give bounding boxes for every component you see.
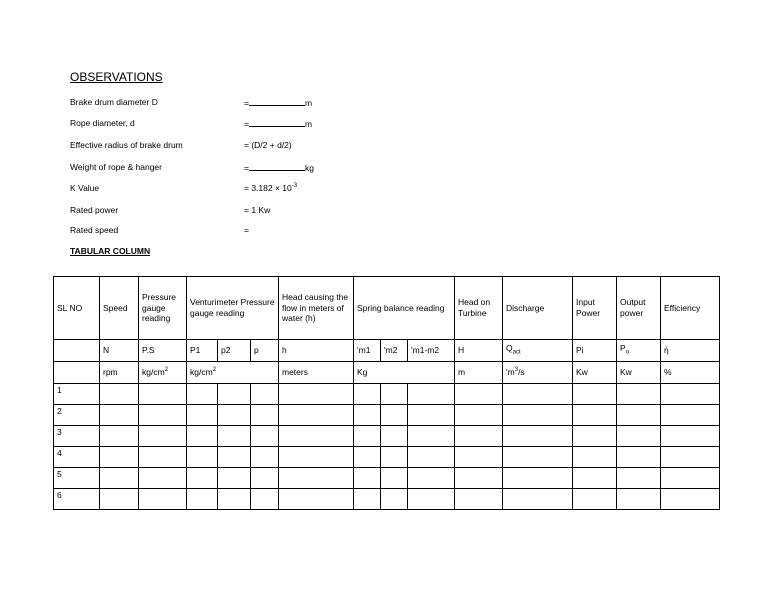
table-cell <box>503 405 573 426</box>
unit-venturi-sup: 2 <box>212 367 217 374</box>
observation-blank-line <box>249 118 305 127</box>
table-cell <box>661 405 720 426</box>
table-row <box>54 426 720 447</box>
unit-discharge-sup: 3 <box>514 367 519 374</box>
observation-label: Rated power <box>70 205 119 215</box>
row-number: 3 <box>54 426 100 447</box>
observation-prefix: = <box>244 163 249 173</box>
table-cell <box>218 384 251 405</box>
unit-discharge <box>503 362 573 384</box>
table-cell <box>218 468 251 489</box>
table-cell <box>573 384 617 405</box>
table-cell <box>354 384 381 405</box>
row-number: 1 <box>54 384 100 405</box>
unit-speed: rpm <box>100 362 139 384</box>
row-number: 5 <box>54 468 100 489</box>
table-cell <box>661 468 720 489</box>
table-cell <box>251 447 279 468</box>
table-cell <box>354 426 381 447</box>
table-cell <box>218 405 251 426</box>
header-head-causing-flow: Head causing the flow in meters of water (h) <box>279 277 354 340</box>
table-cell <box>381 405 408 426</box>
table-cell <box>573 489 617 510</box>
symbol-input-power: Pi <box>573 340 617 362</box>
table-cell <box>251 489 279 510</box>
header-sl-no: SL NO <box>54 277 100 340</box>
table-cell <box>279 447 354 468</box>
table-cell <box>573 468 617 489</box>
table-cell <box>279 468 354 489</box>
table-cell <box>139 468 187 489</box>
unit-input: Kw <box>573 362 617 384</box>
observation-unit: m <box>304 119 313 129</box>
table-row <box>54 405 720 426</box>
observation-row <box>70 162 370 174</box>
observation-row <box>70 205 370 217</box>
tabular-column-title: TABULAR COLUMN <box>70 246 151 256</box>
symbol-m2: 'm2 <box>381 340 408 362</box>
table-row <box>54 384 720 405</box>
header-venturimeter: Venturimeter Pressure gauge reading <box>187 277 279 340</box>
table-cell <box>251 468 279 489</box>
header-efficiency: Efficiency <box>661 277 720 340</box>
table-cell <box>503 426 573 447</box>
unit-pressure-base: kg/cm <box>142 367 165 378</box>
table-cell <box>279 384 354 405</box>
table-cell <box>354 468 381 489</box>
table-cell <box>354 489 381 510</box>
table-cell <box>455 405 503 426</box>
observation-blank-line <box>249 97 305 106</box>
table-cell <box>381 426 408 447</box>
observation-label: Rated speed <box>70 225 119 235</box>
table-cell <box>455 447 503 468</box>
symbol-pressure: P.S <box>139 340 187 362</box>
observation-label: Brake drum diameter D <box>70 97 158 107</box>
observation-label: Weight of rope & hanger <box>70 162 162 172</box>
table-cell <box>100 489 139 510</box>
table-cell <box>381 468 408 489</box>
table-row <box>54 489 720 510</box>
table-cell <box>408 384 455 405</box>
symbol-cell <box>54 340 100 362</box>
observation-value <box>244 162 314 173</box>
table-cell <box>455 468 503 489</box>
unit-discharge-rest: /s <box>518 367 525 378</box>
table-row <box>54 447 720 468</box>
table-cell <box>279 489 354 510</box>
symbol-speed: N <box>100 340 139 362</box>
table-cell <box>381 489 408 510</box>
symbol-discharge <box>503 340 573 362</box>
observation-prefix: = 3.182 × 10 <box>244 183 292 193</box>
header-spring-balance: Spring balance reading <box>354 277 455 340</box>
table-cell <box>354 447 381 468</box>
symbol-efficiency: ή <box>661 340 720 362</box>
table-cell <box>661 447 720 468</box>
unit-efficiency: % <box>661 362 720 384</box>
symbol-p: p <box>251 340 279 362</box>
observation-value <box>244 205 270 215</box>
table-cell <box>617 384 661 405</box>
table-data-rows <box>54 384 720 510</box>
table-cell <box>279 426 354 447</box>
unit-venturi <box>187 362 279 384</box>
table-cell <box>187 468 218 489</box>
observation-prefix: = <box>244 119 249 129</box>
table-cell <box>455 489 503 510</box>
observation-unit: m <box>304 98 313 108</box>
table-cell <box>279 405 354 426</box>
observation-label: Effective radius of brake drum <box>70 140 183 150</box>
header-speed: Speed <box>100 277 139 340</box>
table-cell <box>218 447 251 468</box>
symbol-m1: 'm1 <box>354 340 381 362</box>
observation-value <box>244 183 297 193</box>
table-cell <box>100 426 139 447</box>
table-cell <box>573 426 617 447</box>
row-number: 4 <box>54 447 100 468</box>
table-cell <box>139 405 187 426</box>
observation-row <box>70 225 370 237</box>
observation-prefix: = (D/2 + d/2) <box>244 140 292 150</box>
unit-head: meters <box>279 362 354 384</box>
header-head-on-turbine: Head on Turbine <box>455 277 503 340</box>
table-header-row <box>54 277 720 340</box>
symbol-output-power <box>617 340 661 362</box>
table-cell <box>218 426 251 447</box>
table-cell <box>408 489 455 510</box>
observation-value <box>244 118 312 129</box>
table-cell <box>100 384 139 405</box>
table-unit-row <box>54 362 720 384</box>
table-cell <box>218 489 251 510</box>
observation-value <box>244 225 249 235</box>
table-cell <box>139 489 187 510</box>
table-cell <box>617 426 661 447</box>
observation-prefix: = <box>244 98 249 108</box>
table-cell <box>354 405 381 426</box>
table-cell <box>187 405 218 426</box>
symbol-p2: p2 <box>218 340 251 362</box>
symbol-po-subscript: o <box>625 350 630 357</box>
table-cell <box>187 426 218 447</box>
symbol-po: P <box>620 343 626 354</box>
table-cell <box>408 405 455 426</box>
table-cell <box>100 447 139 468</box>
observation-row <box>70 140 370 152</box>
header-input-power: Input Power <box>573 277 617 340</box>
table-cell <box>187 384 218 405</box>
observation-label: K Value <box>70 183 100 193</box>
unit-venturi-base: kg/cm <box>190 367 213 378</box>
unit-pressure-sup: 2 <box>164 367 169 374</box>
table-cell <box>661 489 720 510</box>
table-cell <box>617 468 661 489</box>
table-cell <box>408 447 455 468</box>
header-pressure-gauge: Pressure gauge reading <box>139 277 187 340</box>
observation-row <box>70 97 370 109</box>
row-number: 6 <box>54 489 100 510</box>
table-cell <box>617 405 661 426</box>
observation-blank-line <box>249 162 305 171</box>
unit-output: Kw <box>617 362 661 384</box>
unit-pressure <box>139 362 187 384</box>
symbol-m1-m2: 'm1-m2 <box>408 340 455 362</box>
observation-unit: kg <box>304 163 314 173</box>
table-cell <box>187 489 218 510</box>
symbol-p1: P1 <box>187 340 218 362</box>
table-cell <box>251 384 279 405</box>
table-cell <box>503 384 573 405</box>
unit-cell <box>54 362 100 384</box>
table-cell <box>408 426 455 447</box>
symbol-q-subscript: act <box>512 350 521 357</box>
table-cell <box>661 426 720 447</box>
table-cell <box>100 468 139 489</box>
symbol-h: h <box>279 340 354 362</box>
observation-label: Rope diameter, d <box>70 118 135 128</box>
table-cell <box>455 426 503 447</box>
observation-prefix: = <box>244 225 249 235</box>
table-cell <box>100 405 139 426</box>
table-cell <box>503 447 573 468</box>
table-cell <box>661 384 720 405</box>
observations-heading: OBSERVATIONS <box>70 70 163 84</box>
symbol-head-turbine: H <box>455 340 503 362</box>
table-cell <box>139 426 187 447</box>
table-cell <box>381 384 408 405</box>
table-row <box>54 468 720 489</box>
unit-head-turbine: m <box>455 362 503 384</box>
table-cell <box>139 447 187 468</box>
table-cell <box>503 489 573 510</box>
observation-value <box>244 140 292 150</box>
header-output-power: Output power <box>617 277 661 340</box>
symbol-q: Q <box>506 343 513 354</box>
table-cell <box>455 384 503 405</box>
table-cell <box>617 447 661 468</box>
table-cell <box>573 405 617 426</box>
observation-table <box>53 276 720 510</box>
table-cell <box>573 447 617 468</box>
unit-spring: Kg <box>354 362 455 384</box>
table-cell <box>503 468 573 489</box>
unit-discharge-base: 'm <box>506 367 515 378</box>
observation-row <box>70 118 370 130</box>
table-cell <box>251 426 279 447</box>
table-cell <box>187 447 218 468</box>
observation-prefix: = 1 Kw <box>244 205 271 215</box>
table-cell <box>381 447 408 468</box>
observation-exponent: -3 <box>291 183 298 190</box>
observation-row <box>70 183 370 195</box>
table-symbol-row <box>54 340 720 362</box>
header-discharge: Discharge <box>503 277 573 340</box>
table-cell <box>408 468 455 489</box>
row-number: 2 <box>54 405 100 426</box>
table-cell <box>617 489 661 510</box>
table-cell <box>139 384 187 405</box>
table-cell <box>251 405 279 426</box>
observation-value <box>244 97 312 108</box>
